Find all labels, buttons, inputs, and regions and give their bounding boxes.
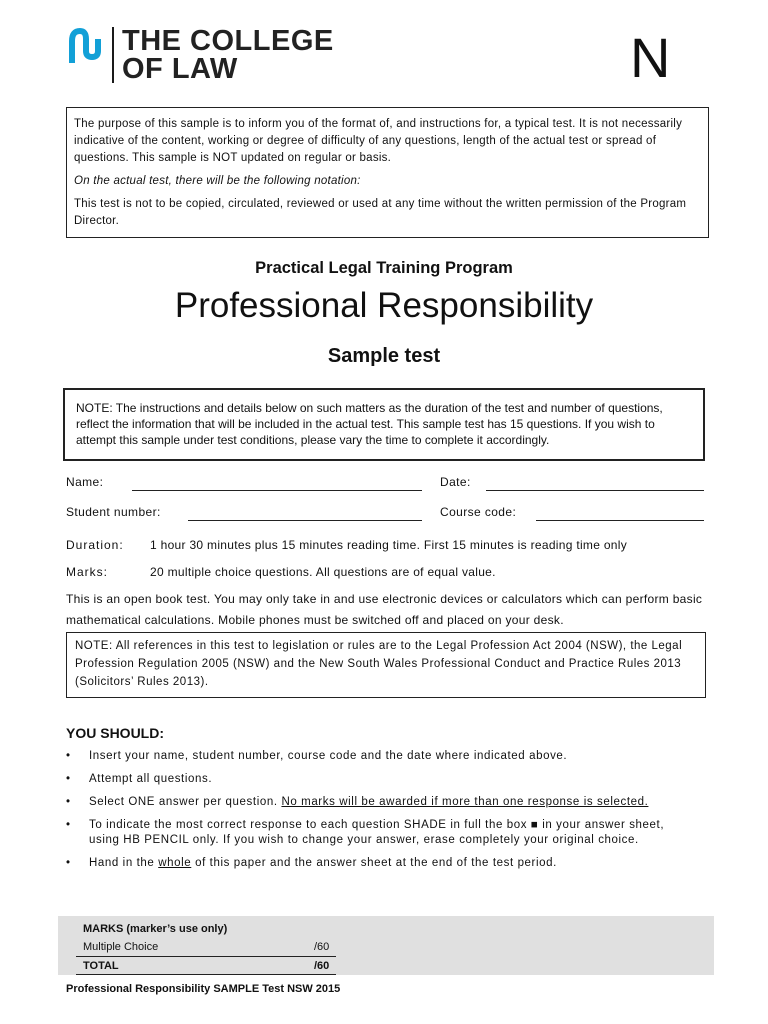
multiple-choice-score: /60 bbox=[314, 941, 330, 953]
test-type: Sample test bbox=[327, 345, 441, 367]
list-item: • Hand in the whole of this paper and the answer sheet at the end of the test period. bbox=[66, 856, 696, 871]
list-item: • Insert your name, student number, course code and the date where indicated above. bbox=[66, 749, 696, 764]
course-code-label: Course code: bbox=[440, 505, 517, 519]
list-item: • Attempt all questions. bbox=[66, 772, 696, 787]
you-should-heading: YOU SHOULD: bbox=[66, 725, 164, 741]
duration-value: 1 hour 30 minutes plus 15 minutes reading time. First 15 minutes is reading time only bbox=[150, 538, 628, 552]
logo-wordmark bbox=[122, 27, 334, 83]
list-item: • Select ONE answer per question. No marks will be awarded if more than one response is selected. bbox=[66, 795, 696, 810]
date-field[interactable] bbox=[486, 490, 704, 491]
logo-line-1: THE COLLEGE bbox=[122, 25, 334, 57]
instructions-list bbox=[66, 749, 696, 879]
total-label: TOTAL bbox=[83, 960, 119, 972]
program-name: Practical Legal Training Program bbox=[255, 259, 513, 277]
duration-label: Duration: bbox=[66, 538, 124, 552]
legislation-note: NOTE: All references in this test to legislation or rules are to the Legal Profession Act 2004 (NSW), the Legal Profession Regulation 2005 (NSW) and the New South Wales Professional Conduct and Practice Rules 2013 (Solicitors’ Rules 2013). bbox=[66, 632, 706, 698]
disclaimer-purpose: The purpose of this sample is to inform you of the format of, and instructions for, a typical test. It is not necessarily indicative of the content, working or degree of difficulty of any questions, length of the actual test or spread of questions. This sample is NOT updated on regular or basis. bbox=[74, 118, 683, 164]
marks-value: 20 multiple choice questions. All questions are of equal value. bbox=[150, 565, 496, 579]
logo-line-2: OF LAW bbox=[122, 53, 238, 85]
disclaimer-box bbox=[66, 107, 709, 238]
total-score: /60 bbox=[314, 960, 330, 972]
student-number-label: Student number: bbox=[66, 505, 161, 519]
list-item: • To indicate the most correct response to each question SHADE in full the box ■ in your answer sheet, using HB PENCIL only. If you wish to change your answer, erase completely your original choice. bbox=[66, 818, 696, 848]
college-logo bbox=[68, 27, 334, 83]
student-number-field[interactable] bbox=[188, 520, 422, 521]
multiple-choice-label: Multiple Choice bbox=[83, 941, 159, 953]
disclaimer-copy: This test is not to be copied, circulated, reviewed or used at any time without the written permission of the Program Director. bbox=[74, 198, 687, 227]
date-label: Date: bbox=[440, 475, 471, 489]
course-code-field[interactable] bbox=[536, 520, 704, 521]
marks-panel-title: MARKS (marker’s use only) bbox=[83, 923, 228, 935]
page-title: Professional Responsibility bbox=[174, 286, 594, 325]
name-field[interactable] bbox=[132, 490, 422, 491]
college-logo-mark-icon bbox=[68, 27, 104, 63]
version-letter: N bbox=[630, 26, 671, 89]
page-footer: Professional Responsibility SAMPLE Test NSW 2015 bbox=[66, 983, 341, 995]
marks-divider bbox=[76, 956, 336, 957]
marks-label: Marks: bbox=[66, 565, 108, 579]
marks-bottom-rule bbox=[76, 974, 336, 975]
disclaimer-notation: On the actual test, there will be the following notation: bbox=[74, 175, 361, 187]
open-book-notice: This is an open book test. You may only take in and use electronic devices or calculators which can perform basic mathematical calculations. Mobile phones must be switched off and placed on your desk. bbox=[66, 592, 703, 627]
logo-divider bbox=[112, 27, 114, 83]
instructions-note: NOTE: The instructions and details below on such matters as the duration of the test and number of questions, reflect the information that will be included in the actual test. This sample test has 15 questions. If you wish to attempt this sample under test conditions, please vary the time to complete it accordingly. bbox=[63, 388, 705, 461]
name-label: Name: bbox=[66, 475, 104, 489]
